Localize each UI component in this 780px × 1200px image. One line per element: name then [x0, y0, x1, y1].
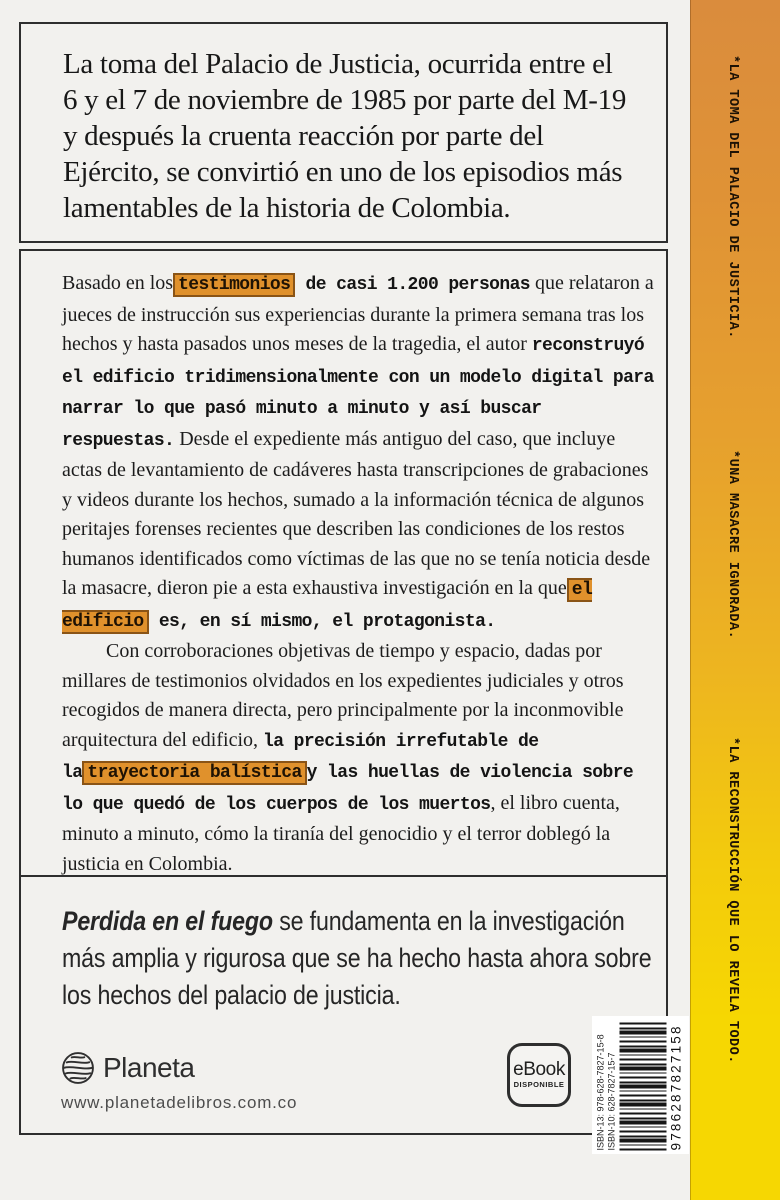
- barcode: [592, 1016, 689, 1154]
- barcode-isbn10: ISBN-10: 628-7827-15-7: [605, 1051, 616, 1150]
- barcode-number: 9786287827158: [668, 1023, 683, 1150]
- publisher-url: www.planetadelibros.com.co: [61, 1093, 298, 1112]
- barcode-bars: [619, 1020, 666, 1150]
- ebook-sublabel: DISPONIBLE: [513, 1080, 565, 1089]
- headline-box: [19, 22, 668, 243]
- barcode-isbn13: ISBN-13: 978-628-7827-15-8: [595, 1033, 605, 1150]
- spine-item-la-reconstruccion: *LA RECONSTRUCCIÓN QUE LO REVELA TODO.: [725, 737, 740, 1064]
- section-divider: [19, 875, 668, 877]
- spine-item-una-masacre: *UNA MASACRE IGNORADA.: [725, 450, 740, 640]
- barcode-rotated-content: [592, 1016, 689, 1154]
- ebook-label: eBook: [513, 1059, 565, 1080]
- planeta-globe-icon: [60, 1050, 96, 1086]
- planeta-logo: [60, 1050, 194, 1086]
- planeta-wordmark: Planeta: [103, 1052, 195, 1083]
- spine-item-la-toma: *LA TOMA DEL PALACIO DE JUSTICIA.: [725, 55, 740, 339]
- body-paragraph-2: Con corroboraciones objetivas de tiempo y espacio, dadas por millares de testimonios olvidados en los expedientes judiciales y otros recogidos de manera directa, pero principalmente por la inconmovible arquitectura del edificio, la precisión irrefutable de la trayectoria balística y las huellas de violencia sobre lo que quedó de los cuerpos de los muertos, el libro cuenta, minuto a minuto, cómo la tiranía del genocidio y el terror doblegó la justicia en Colombia.: [62, 640, 634, 875]
- body-paragraph-1: Basado en los testimonios de casi 1.200 personas que relataron a jueces de instrucción sus experiencias durante la primera semana tras los hechos y hasta pasados unos meses de la tragedia, el autor reconstruyó el edificio tridimensionalmente con un modelo digital para narrar lo que pasó minuto a minuto y así buscar respuestas. Desde el expediente más antiguo del caso, que incluye actas de levantamiento de cadáveres hasta transcripciones de grabaciones y videos durante los hechos, sumado a la información técnica de algunos peritajes forenses recientes que describen las condiciones de los restos humanos identificados como víctimas de las que no se tenía noticia desde la masacre, dieron pie a esta exhaustiva investigación en la que el edificio es, en sí mismo, el protagonista.: [62, 272, 654, 632]
- spine-sidebar: [690, 0, 780, 1200]
- blurb-text: Perdida en el fuego se fundamenta en la investigación más amplia y rigurosa que se ha hecho hasta ahora sobre los hechos del palacio de justicia.: [62, 906, 652, 1010]
- body-text: [62, 269, 658, 879]
- headline-text: La toma del Palacio de Justicia, ocurrida entre el 6 y el 7 de noviembre de 1985 por parte del M-19 y después la cruenta reacción por parte del Ejército, se convirtió en uno de los episodios más lamentables de la historia de Colombia.: [63, 48, 627, 224]
- body-panel: [19, 249, 668, 1135]
- ebook-badge: [507, 1043, 571, 1107]
